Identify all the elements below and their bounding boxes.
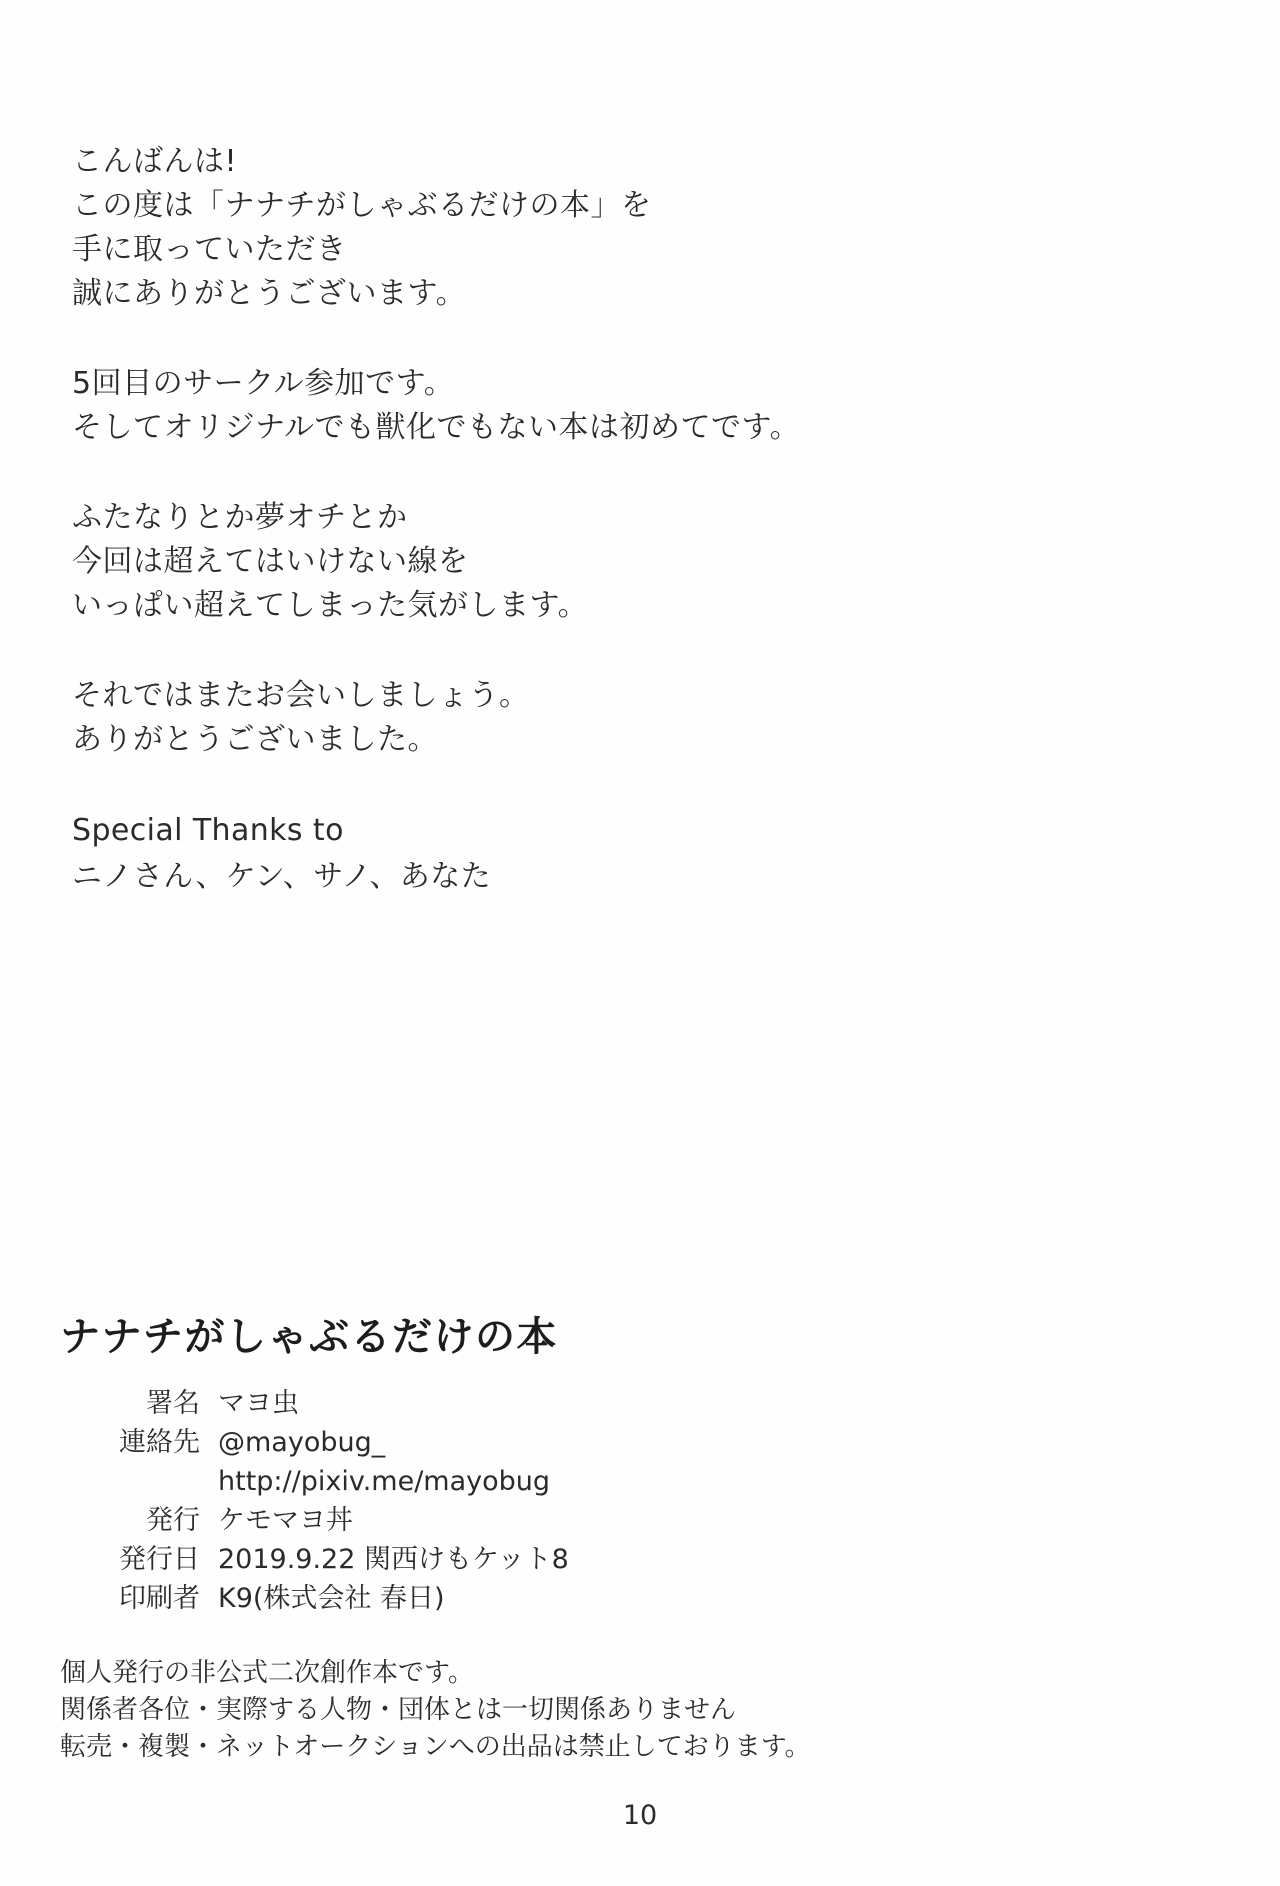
- credit-row: [60, 1384, 569, 1423]
- afterword-line: 今回は超えてはいけない線を: [72, 544, 469, 579]
- afterword-line: それではまたお会いしましょう。: [72, 678, 530, 713]
- page-number: 10: [622, 1800, 658, 1831]
- afterword-line: そしてオリジナルでも獣化でもない本は初めてです。: [72, 410, 801, 445]
- credit-value: 2019.9.22 関西けもケット8: [218, 1544, 569, 1575]
- afterword-paragraph: [72, 140, 1122, 316]
- credit-value-url[interactable]: http://pixiv.me/mayobug: [218, 1466, 551, 1497]
- credit-label: 署名: [146, 1388, 200, 1419]
- credit-value: ケモマヨ丼: [218, 1505, 353, 1536]
- credit-label-empty: [60, 1462, 218, 1501]
- afterword-line: こんばんは!: [72, 144, 238, 179]
- special-thanks-block: [72, 808, 1122, 900]
- afterword-paragraph: [72, 362, 1122, 450]
- credit-label: 発行: [146, 1505, 200, 1536]
- colophon-section: [60, 1305, 1160, 1618]
- afterword-line: 5回目のサークル参加です。: [72, 366, 455, 401]
- credit-value: @mayobug_: [218, 1427, 386, 1458]
- credit-row: [60, 1423, 569, 1462]
- credit-row-secondary: [60, 1462, 569, 1501]
- afterword-line: ありがとうございました。: [72, 722, 438, 757]
- afterword-line: 手に取っていただき: [72, 232, 347, 267]
- credit-value: K9(株式会社 春日): [218, 1583, 445, 1614]
- afterword-line: ふたなりとか夢オチとか: [72, 500, 408, 535]
- special-thanks-names: ニノさん、ケン、サノ、あなた: [72, 859, 491, 894]
- special-thanks-heading: Special Thanks to: [72, 813, 344, 848]
- credit-row: [60, 1540, 569, 1579]
- notice-line: 転売・複製・ネットオークションへの出品は禁止しております。: [60, 1732, 811, 1762]
- afterword-paragraph: [72, 496, 1122, 628]
- colophon-credits-table: [60, 1384, 569, 1618]
- afterword-section: [72, 140, 1122, 900]
- afterword-paragraph: [72, 674, 1122, 762]
- credit-label: 発行日: [119, 1544, 200, 1575]
- notice-line: 個人発行の非公式二次創作本です。: [60, 1658, 474, 1688]
- credit-row: [60, 1501, 569, 1540]
- credit-label: 印刷者: [119, 1583, 200, 1614]
- afterword-line: いっぱい超えてしまった気がします。: [72, 588, 589, 623]
- credit-row: [60, 1579, 569, 1618]
- credit-label: 連絡先: [119, 1427, 200, 1458]
- afterword-line: 誠にありがとうございます。: [72, 276, 467, 311]
- notice-line: 関係者各位・実際する人物・団体とは一切関係ありません: [60, 1695, 737, 1725]
- afterword-line: この度は「ナナチがしゃぶるだけの本」を: [72, 188, 652, 223]
- book-title: ナナチがしゃぶるだけの本: [60, 1314, 558, 1360]
- credit-value: マヨ虫: [218, 1388, 299, 1419]
- legal-notices: [60, 1655, 1160, 1766]
